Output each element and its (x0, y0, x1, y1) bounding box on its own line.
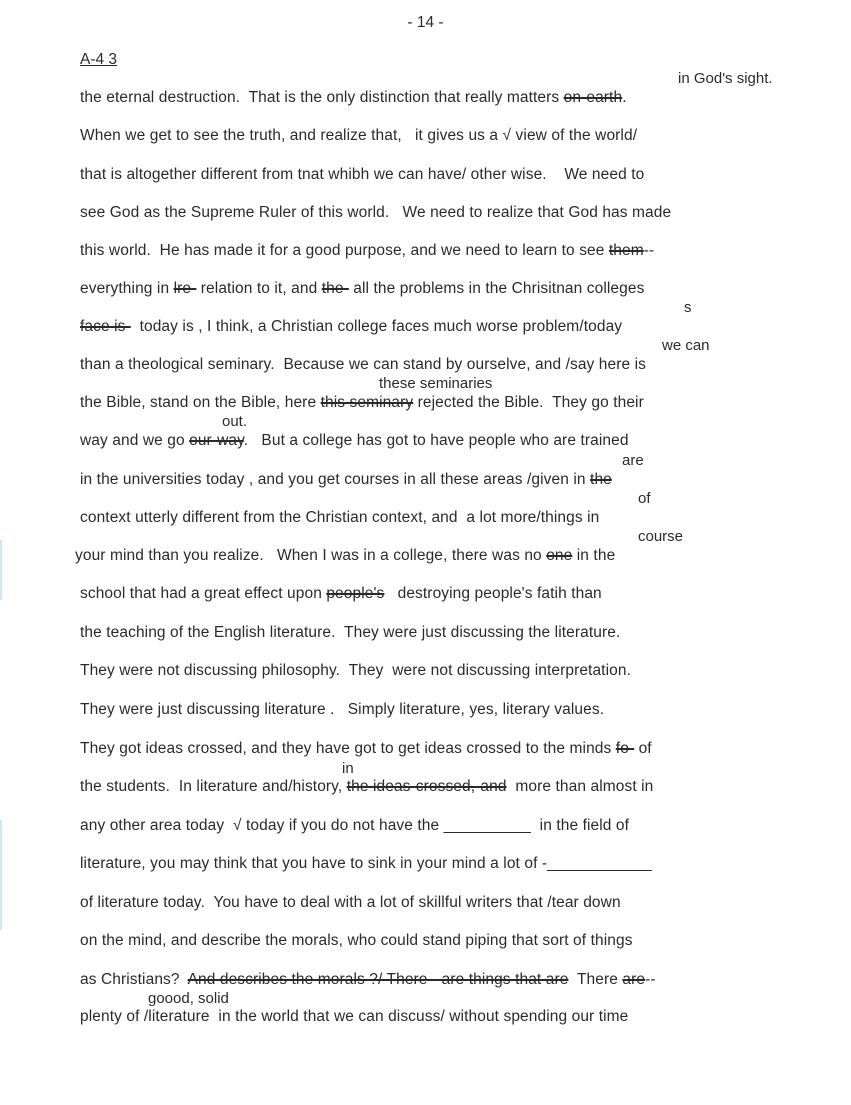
interlinear-insertion: s (684, 299, 692, 316)
line-text: When we get to see the truth, and realize that, it gives us a √ view of the world/ (80, 127, 638, 144)
line-text: of literature today. You have to deal with a lot of skillful writers that /tear down (80, 894, 621, 911)
line-text: the students. In literature and/history, (80, 778, 347, 795)
line-text: They got ideas crossed, and they have got to get ideas crossed to the minds (80, 740, 616, 757)
line-text: as Christians? (80, 971, 188, 988)
line-text: literature, you may think that you have to sink in your mind a lot of -____________ (80, 855, 652, 872)
line-text: everything in (80, 280, 174, 297)
text-line (80, 894, 621, 912)
page-number: - 14 - (407, 14, 444, 31)
interlinear-insertion: in God's sight. (678, 70, 773, 87)
line-text: -- (643, 242, 655, 259)
text-line (80, 932, 633, 950)
text-line (80, 318, 622, 336)
line-text: They were just discussing literature . Simply literature, yes, literary values. (80, 701, 605, 718)
line-text: the eternal destruction. That is the only distinction that really matters (80, 89, 564, 106)
line-text: the teaching of the English literature. They were just discussing the literature. (80, 624, 621, 641)
line-text: all the problems in the Chrisitnan colleges (348, 280, 645, 297)
struck-text: And describes the morals ?/ There - are things that are (187, 971, 569, 988)
line-text: see God as the Supreme Ruler of this world. We need to realize that God has made (80, 204, 672, 221)
text-line (80, 89, 627, 107)
interlinear-insertion: out. (222, 413, 248, 430)
interlinear-insertion: in (342, 760, 354, 777)
struck-text: one (546, 547, 573, 564)
text-line (80, 471, 612, 489)
line-text: your mind than you realize. When I was in a college, there was no (75, 547, 547, 564)
document-reference: A-4 3 (80, 51, 118, 68)
interlinear-insertion: of (638, 490, 651, 507)
text-line (80, 778, 653, 796)
interlinear-insertion: course (638, 528, 684, 545)
text-line (80, 166, 644, 184)
line-text: in the (572, 547, 616, 564)
line-text: way and we go (80, 432, 190, 449)
text-line (80, 242, 654, 260)
text-line (80, 855, 652, 873)
struck-text: face is- (80, 318, 131, 335)
text-line (80, 509, 599, 527)
line-text: They were not discussing philosophy. They were not discussing interpretation. (80, 662, 631, 679)
line-text: in the universities today , and you get courses in all these areas /given in (80, 471, 591, 488)
struck-text: people's (326, 585, 385, 602)
struck-text: the ideas-crossed,-and (346, 778, 507, 795)
line-text: more than almost in (506, 778, 654, 795)
struck-text: are (622, 971, 646, 988)
struck-text: our-way (189, 432, 244, 449)
line-text: destroying people's fatih than (384, 585, 602, 602)
interlinear-insertion: goood, solid (148, 990, 229, 1007)
text-line (80, 127, 637, 145)
struck-text: them (608, 242, 644, 259)
line-text: today is , I think, a Christian college faces much worse problem/today (130, 318, 623, 335)
line-text: -- (645, 971, 656, 988)
text-line (80, 971, 656, 989)
struck-text: lre- (173, 280, 197, 297)
text-line (80, 701, 604, 719)
line-text: this world. He has made it for a good purpose, and we need to learn to see (80, 242, 609, 259)
margin-mark (0, 820, 2, 930)
text-line (80, 394, 644, 412)
interlinear-insertion: these seminaries (379, 375, 493, 392)
line-text: the Bible, stand on the Bible, here (80, 394, 321, 411)
interlinear-insertion: are (622, 452, 644, 469)
line-text: that is altogether different from tnat whibh we can have/ other wise. We need to (80, 166, 645, 183)
line-text: context utterly different from the Christian context, and a lot more/things in (80, 509, 600, 526)
text-line (80, 585, 602, 603)
interlinear-insertion: we can (662, 337, 710, 354)
line-text: on the mind, and describe the morals, who could stand piping that sort of things (80, 932, 633, 949)
text-line (80, 662, 631, 680)
text-line (80, 624, 620, 642)
line-text: . But a college has got to have people who are trained (243, 432, 629, 449)
line-text: school that had a great effect upon (80, 585, 327, 602)
line-text: There (568, 971, 623, 988)
text-line (80, 740, 652, 758)
struck-text: this seminary (320, 394, 414, 411)
struck-text: on-earth (563, 89, 623, 106)
text-line (80, 817, 629, 835)
text-line (80, 280, 644, 298)
line-text: rejected the Bible. They go their (413, 394, 644, 411)
struck-text: the (590, 471, 612, 488)
text-line (80, 1008, 628, 1026)
line-text: of (634, 740, 652, 757)
line-text: . (622, 89, 627, 106)
margin-mark (0, 540, 2, 600)
line-text: relation to it, and (196, 280, 322, 297)
text-line (75, 547, 615, 565)
line-text: any other area today √ today if you do not have the __________ in the field of (80, 817, 630, 834)
line-text: plenty of /literature in the world that we can discuss/ without spending our time (80, 1008, 629, 1025)
line-text: than a theological seminary. Because we can stand by ourselve, and /say here is (80, 356, 647, 373)
text-line (80, 204, 671, 222)
struck-text: fo- (615, 740, 635, 757)
struck-text: the- (321, 280, 349, 297)
text-line (80, 432, 629, 450)
text-line (80, 356, 646, 374)
